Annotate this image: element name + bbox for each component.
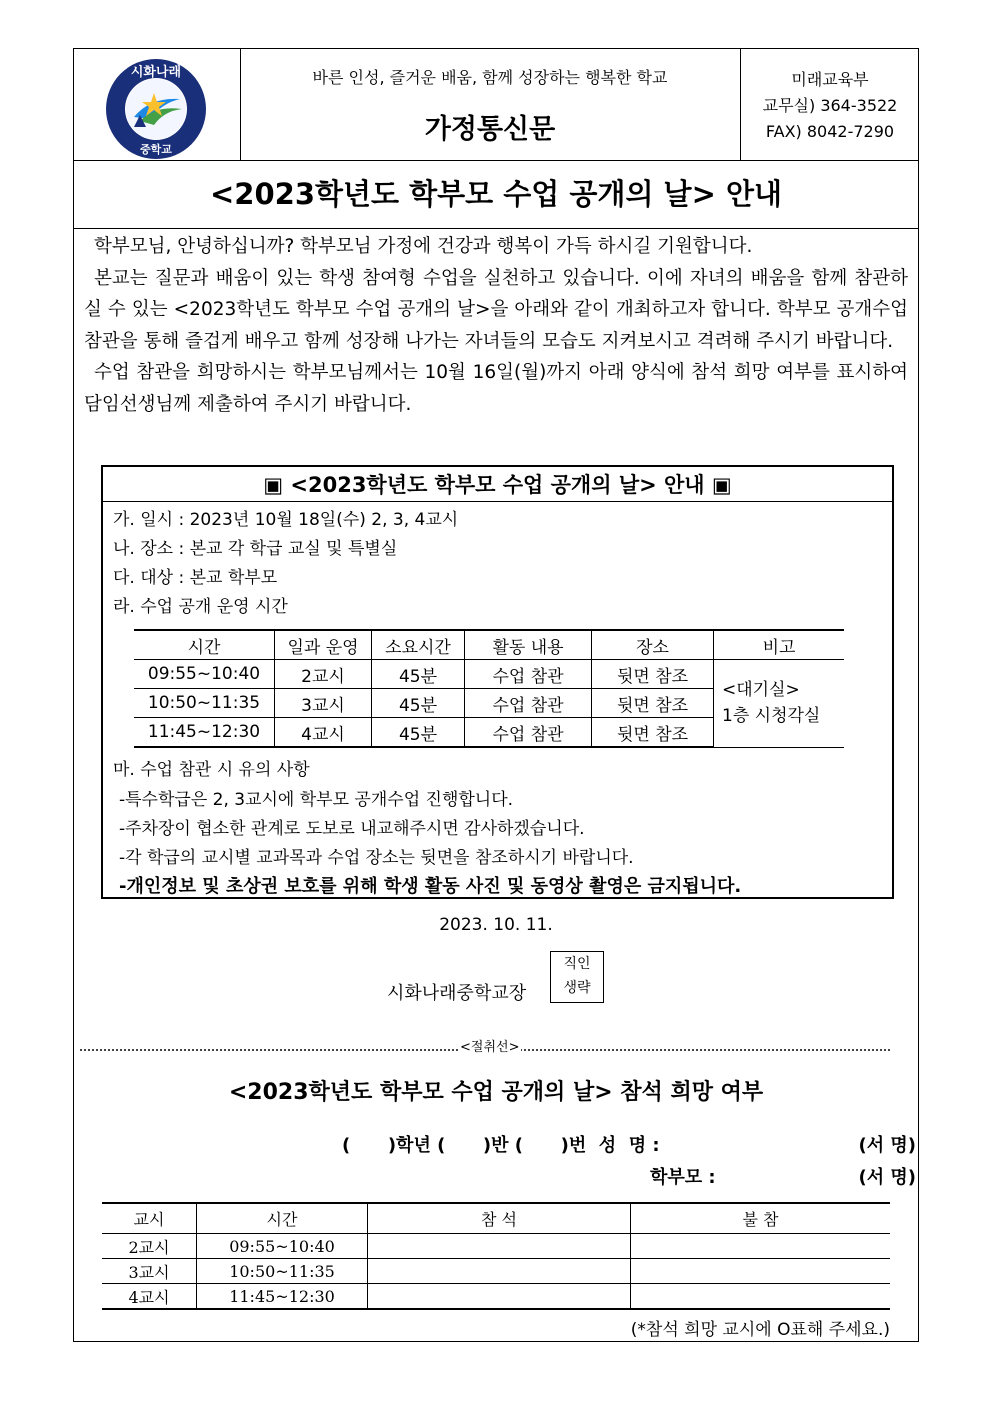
principal-name: 시화나래중학교장 [387,983,527,1004]
contact-info [740,67,920,145]
column-header: 활동 내용 [465,630,592,660]
cell-time: 11:45~12:30 [197,1284,368,1310]
header-middle [240,49,741,160]
parent-sign-label: (서 명) [858,1167,916,1188]
newsletter-page [73,48,919,1342]
place-line: 나. 장소 : 본교 각 학급 교실 및 특별실 [113,539,398,559]
divider [103,501,892,502]
note-item: -각 학급의 교시별 교과목과 수업 장소는 뒷면을 참조하시기 바랍니다. [119,848,634,868]
logo-cell [74,49,241,160]
attend-checkbox-cell[interactable] [368,1284,631,1310]
column-header: 참 석 [368,1203,631,1234]
info-box [101,465,894,899]
seal-stamp [550,951,604,1003]
target-line: 다. 대상 : 본교 학부모 [113,568,278,588]
remark-line: <대기실> [722,680,800,701]
schedule-heading: 라. 수업 공개 운영 시간 [113,597,288,617]
attend-checkbox-cell[interactable] [368,1234,631,1259]
column-header: 시간 [134,630,275,660]
notes-heading: 마. 수업 참관 시 유의 사항 [113,760,310,780]
table-row [134,660,844,689]
cell-duration: 45분 [372,689,465,718]
cell-time: 09:55~10:40 [134,660,275,689]
cell-period: 2교시 [102,1234,197,1259]
office-phone: 교무실) 364-3522 [762,96,898,115]
cell-period: 4교시 [275,718,372,748]
cell-place: 뒷면 참조 [592,660,714,689]
student-sign-label: (서 명) [858,1135,916,1156]
note-item: -주차장이 협소한 관계로 도보로 내교해주시면 감사하겠습니다. [119,819,585,839]
cell-activity: 수업 참관 [465,689,592,718]
footnote: (*참석 희망 교시에 O표해 주세요.) [630,1320,890,1340]
remark-line: 1층 시청각실 [722,706,821,727]
cell-duration: 45분 [372,660,465,689]
schedule-table [134,629,844,748]
absent-checkbox-cell[interactable] [631,1234,891,1259]
intro-paragraph: 본교는 질문과 배움이 있는 학생 참여형 수업을 실천하고 있습니다. 이에 자녀의 배움을 함께 참관하실 수 있는 <2023학년도 학부모 수업 공개의 날>을 아래와 같이 개최하고자 합니다. 학부모 공개수업 참관을 통해 즐겁게 배우고 함께 성장해 나가는 자녀들의 모습도 지켜보시고 격려해 주시기 바랍니다. [84,267,908,352]
intro-paragraph: 수업 참관을 희망하시는 학부모님께서는 10월 16일(월)까지 아래 양식에 참석 희망 여부를 표시하여 담임선생님께 제출하여 주시기 바랍니다. [84,362,908,415]
column-header: 일과 운영 [275,630,372,660]
page-title: <2023학년도 학부모 수업 공개의 날> 안내 [74,160,918,229]
cell-time: 10:50~11:35 [197,1259,368,1284]
cell-time: 09:55~10:40 [197,1234,368,1259]
absent-checkbox-cell[interactable] [631,1284,891,1310]
cell-activity: 수업 참관 [465,660,592,689]
table-row [102,1234,890,1259]
cell-place: 뒷면 참조 [592,718,714,748]
cut-line-label: <절취선> [458,1036,521,1055]
table-row [102,1284,890,1310]
fax-number: FAX) 8042-7290 [765,122,895,141]
logo-text-bottom: 중학교 [140,143,172,156]
cell-duration: 45분 [372,718,465,748]
note-item-warning: -개인정보 및 초상권 보호를 위해 학생 활동 사진 및 동영상 촬영은 금지됩니다. [119,876,742,897]
attendance-table [102,1202,890,1310]
cell-activity: 수업 참관 [465,718,592,748]
intro-paragraph: 학부모님, 안녕하십니까? 학부모님 가정에 건강과 행복이 가득 하시길 기원합니다. [94,236,753,257]
school-logo [104,57,208,161]
cell-time: 10:50~11:35 [134,689,275,718]
parent-line: 학부모 : [650,1167,716,1188]
intro-text [84,231,908,420]
attend-checkbox-cell[interactable] [368,1259,631,1284]
header-contact [740,49,920,160]
header [74,49,918,161]
cell-time: 11:45~12:30 [134,718,275,748]
info-box-title: ▣ <2023학년도 학부모 수업 공개의 날> 안내 ▣ [263,473,732,497]
cell-period: 3교시 [275,689,372,718]
school-motto: 바른 인성, 즐거운 배움, 함께 성장하는 행복한 학교 [312,68,668,87]
cell-remark [714,660,845,748]
reply-form-title: <2023학년도 학부모 수업 공개의 날> 참석 희망 여부 [228,1080,764,1105]
cell-period: 4교시 [102,1284,197,1310]
column-header: 교시 [102,1203,197,1234]
department: 미래교육부 [791,70,869,89]
date-line: 가. 일시 : 2023년 10월 18일(수) 2, 3, 4교시 [113,510,459,530]
logo-text-top: 시화나래 [130,65,182,80]
issue-date: 2023. 10. 11. [439,915,553,935]
column-header: 장소 [592,630,714,660]
column-header: 소요시간 [372,630,465,660]
cell-period: 3교시 [102,1259,197,1284]
table-header-row [102,1203,890,1234]
column-header: 시간 [197,1203,368,1234]
stamp-line: 직인 [563,956,591,972]
column-header: 불 참 [631,1203,891,1234]
cell-period: 2교시 [275,660,372,689]
table-row [102,1259,890,1284]
column-header: 비고 [714,630,845,660]
note-item: -특수학급은 2, 3교시에 학부모 공개수업 진행합니다. [119,790,514,810]
newsletter-title: 가정통신문 [424,114,556,145]
absent-checkbox-cell[interactable] [631,1259,891,1284]
cell-place: 뒷면 참조 [592,689,714,718]
student-info-line: ( )학년 ( )반 ( )번 성 명 : [342,1135,660,1156]
stamp-line: 생략 [563,980,591,996]
table-header-row [134,630,844,660]
